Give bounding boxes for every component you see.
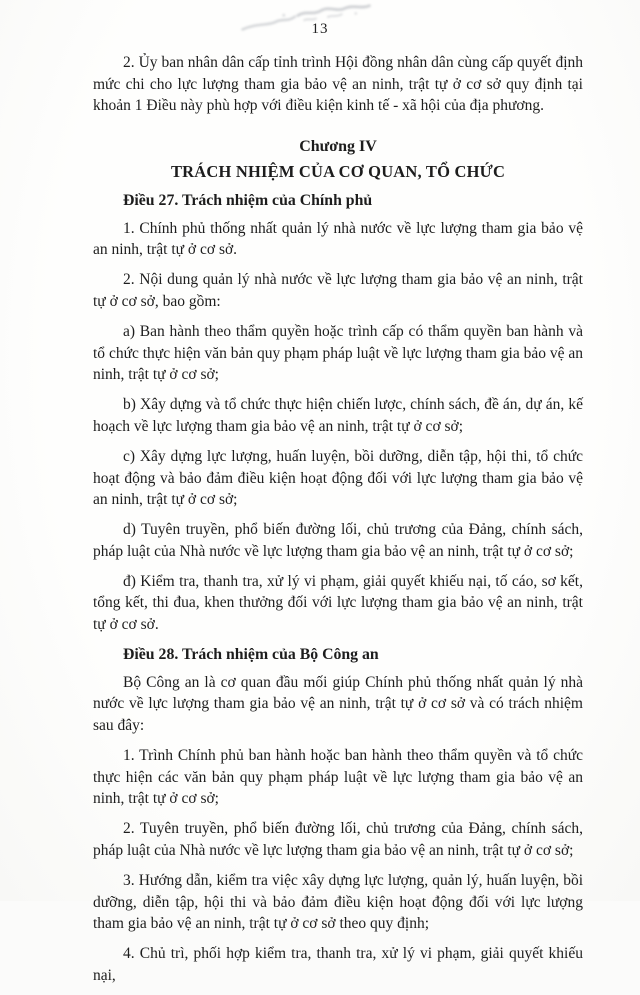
article-28-clause-2: 2. Tuyên truyền, phổ biến đường lối, chủ trương của Đảng, chính sách, pháp luật của Nhà nước về lực lượng tham gia bảo vệ an ninh, trật tự ở cơ sở; (93, 820, 583, 859)
chapter-title: TRÁCH NHIỆM CỦA CƠ QUAN, TỔ CHỨC (170, 162, 506, 182)
article-27-clause-2: 2. Nội dung quản lý nhà nước về lực lượng tham gia bảo vệ an ninh, trật tự ở cơ sở, bao gồm: (93, 271, 583, 310)
article-27-point-d: d) Tuyên truyền, phổ biến đường lối, chủ trương của Đảng, chính sách, pháp luật của Nhà nước về lực lượng tham gia bảo vệ an ninh, trật tự ở cơ sở; (93, 521, 583, 560)
article-28-clause-3: 3. Hướng dẫn, kiểm tra việc xây dựng lực lượng, quản lý, huấn luyện, bồi dưỡng, diễn tập, hội thi và bảo đảm điều kiện hoạt động đối với lực lượng tham gia bảo vệ an ninh, trật tự ở cơ sở theo quy định; (93, 872, 583, 933)
article-27-point-c: c) Xây dựng lực lượng, huấn luyện, bồi dưỡng, diễn tập, hội thi, tổ chức hoạt động và bảo đảm điều kiện hoạt động đối với lực lượng tham gia bảo vệ an ninh, trật tự ở cơ sở; (93, 447, 583, 509)
article-27-point-b: b) Xây dựng và tổ chức thực hiện chiến lược, chính sách, đề án, dự án, kế hoạch về lực lượng tham gia bảo vệ an ninh, trật tự ở cơ sở; (93, 396, 583, 435)
article-27-heading: Điều 27. Trách nhiệm của Chính phủ (123, 191, 373, 209)
document-body (93, 52, 583, 995)
article-27-point-dd: đ) Kiểm tra, thanh tra, xử lý vi phạm, giải quyết khiếu nại, tố cáo, sơ kết, tổng kết, thi đua, khen thưởng đối với lực lượng tham gia bảo vệ an ninh, trật tự ở cơ sở. (93, 572, 583, 634)
article-28-intro: Bộ Công an là cơ quan đầu mối giúp Chính phủ thống nhất quản lý nhà nước về lực lượng tham gia bảo vệ an ninh, trật tự ở cơ sở và có trách nhiệm sau đây: (93, 673, 583, 734)
chapter-label: Chương IV (299, 137, 377, 155)
article-28-clause-4: 4. Chủ trì, phối hợp kiểm tra, thanh tra, xử lý vi phạm, giải quyết khiếu nại, (93, 945, 583, 984)
intro-clause-2: 2. Ủy ban nhân dân cấp tỉnh trình Hội đồng nhân dân cùng cấp quyết định mức chi cho lực lượng tham gia bảo vệ an ninh, trật tự ở cơ sở quy định tại khoản 1 Điều này phù hợp với điều kiện kinh tế - xã hội của địa phương. (93, 54, 583, 115)
article-27-point-a: a) Ban hành theo thẩm quyền hoặc trình cấp có thẩm quyền ban hành và tổ chức thực hiện văn bản quy phạm pháp luật về lực lượng tham gia bảo vệ an ninh, trật tự ở cơ sở; (93, 322, 583, 384)
page-number: 13 (311, 21, 329, 37)
article-28-clause-1: 1. Trình Chính phủ ban hành hoặc ban hành theo thẩm quyền và tổ chức thực hiện các văn bản quy phạm pháp luật về lực lượng tham gia bảo vệ an ninh, trật tự ở cơ sở; (93, 747, 583, 808)
article-28-heading: Điều 28. Trách nhiệm của Bộ Công an (123, 646, 379, 664)
article-27-clause-1: 1. Chính phủ thống nhất quản lý nhà nước về lực lượng tham gia bảo vệ an ninh, trật tự ở cơ sở. (93, 219, 583, 259)
